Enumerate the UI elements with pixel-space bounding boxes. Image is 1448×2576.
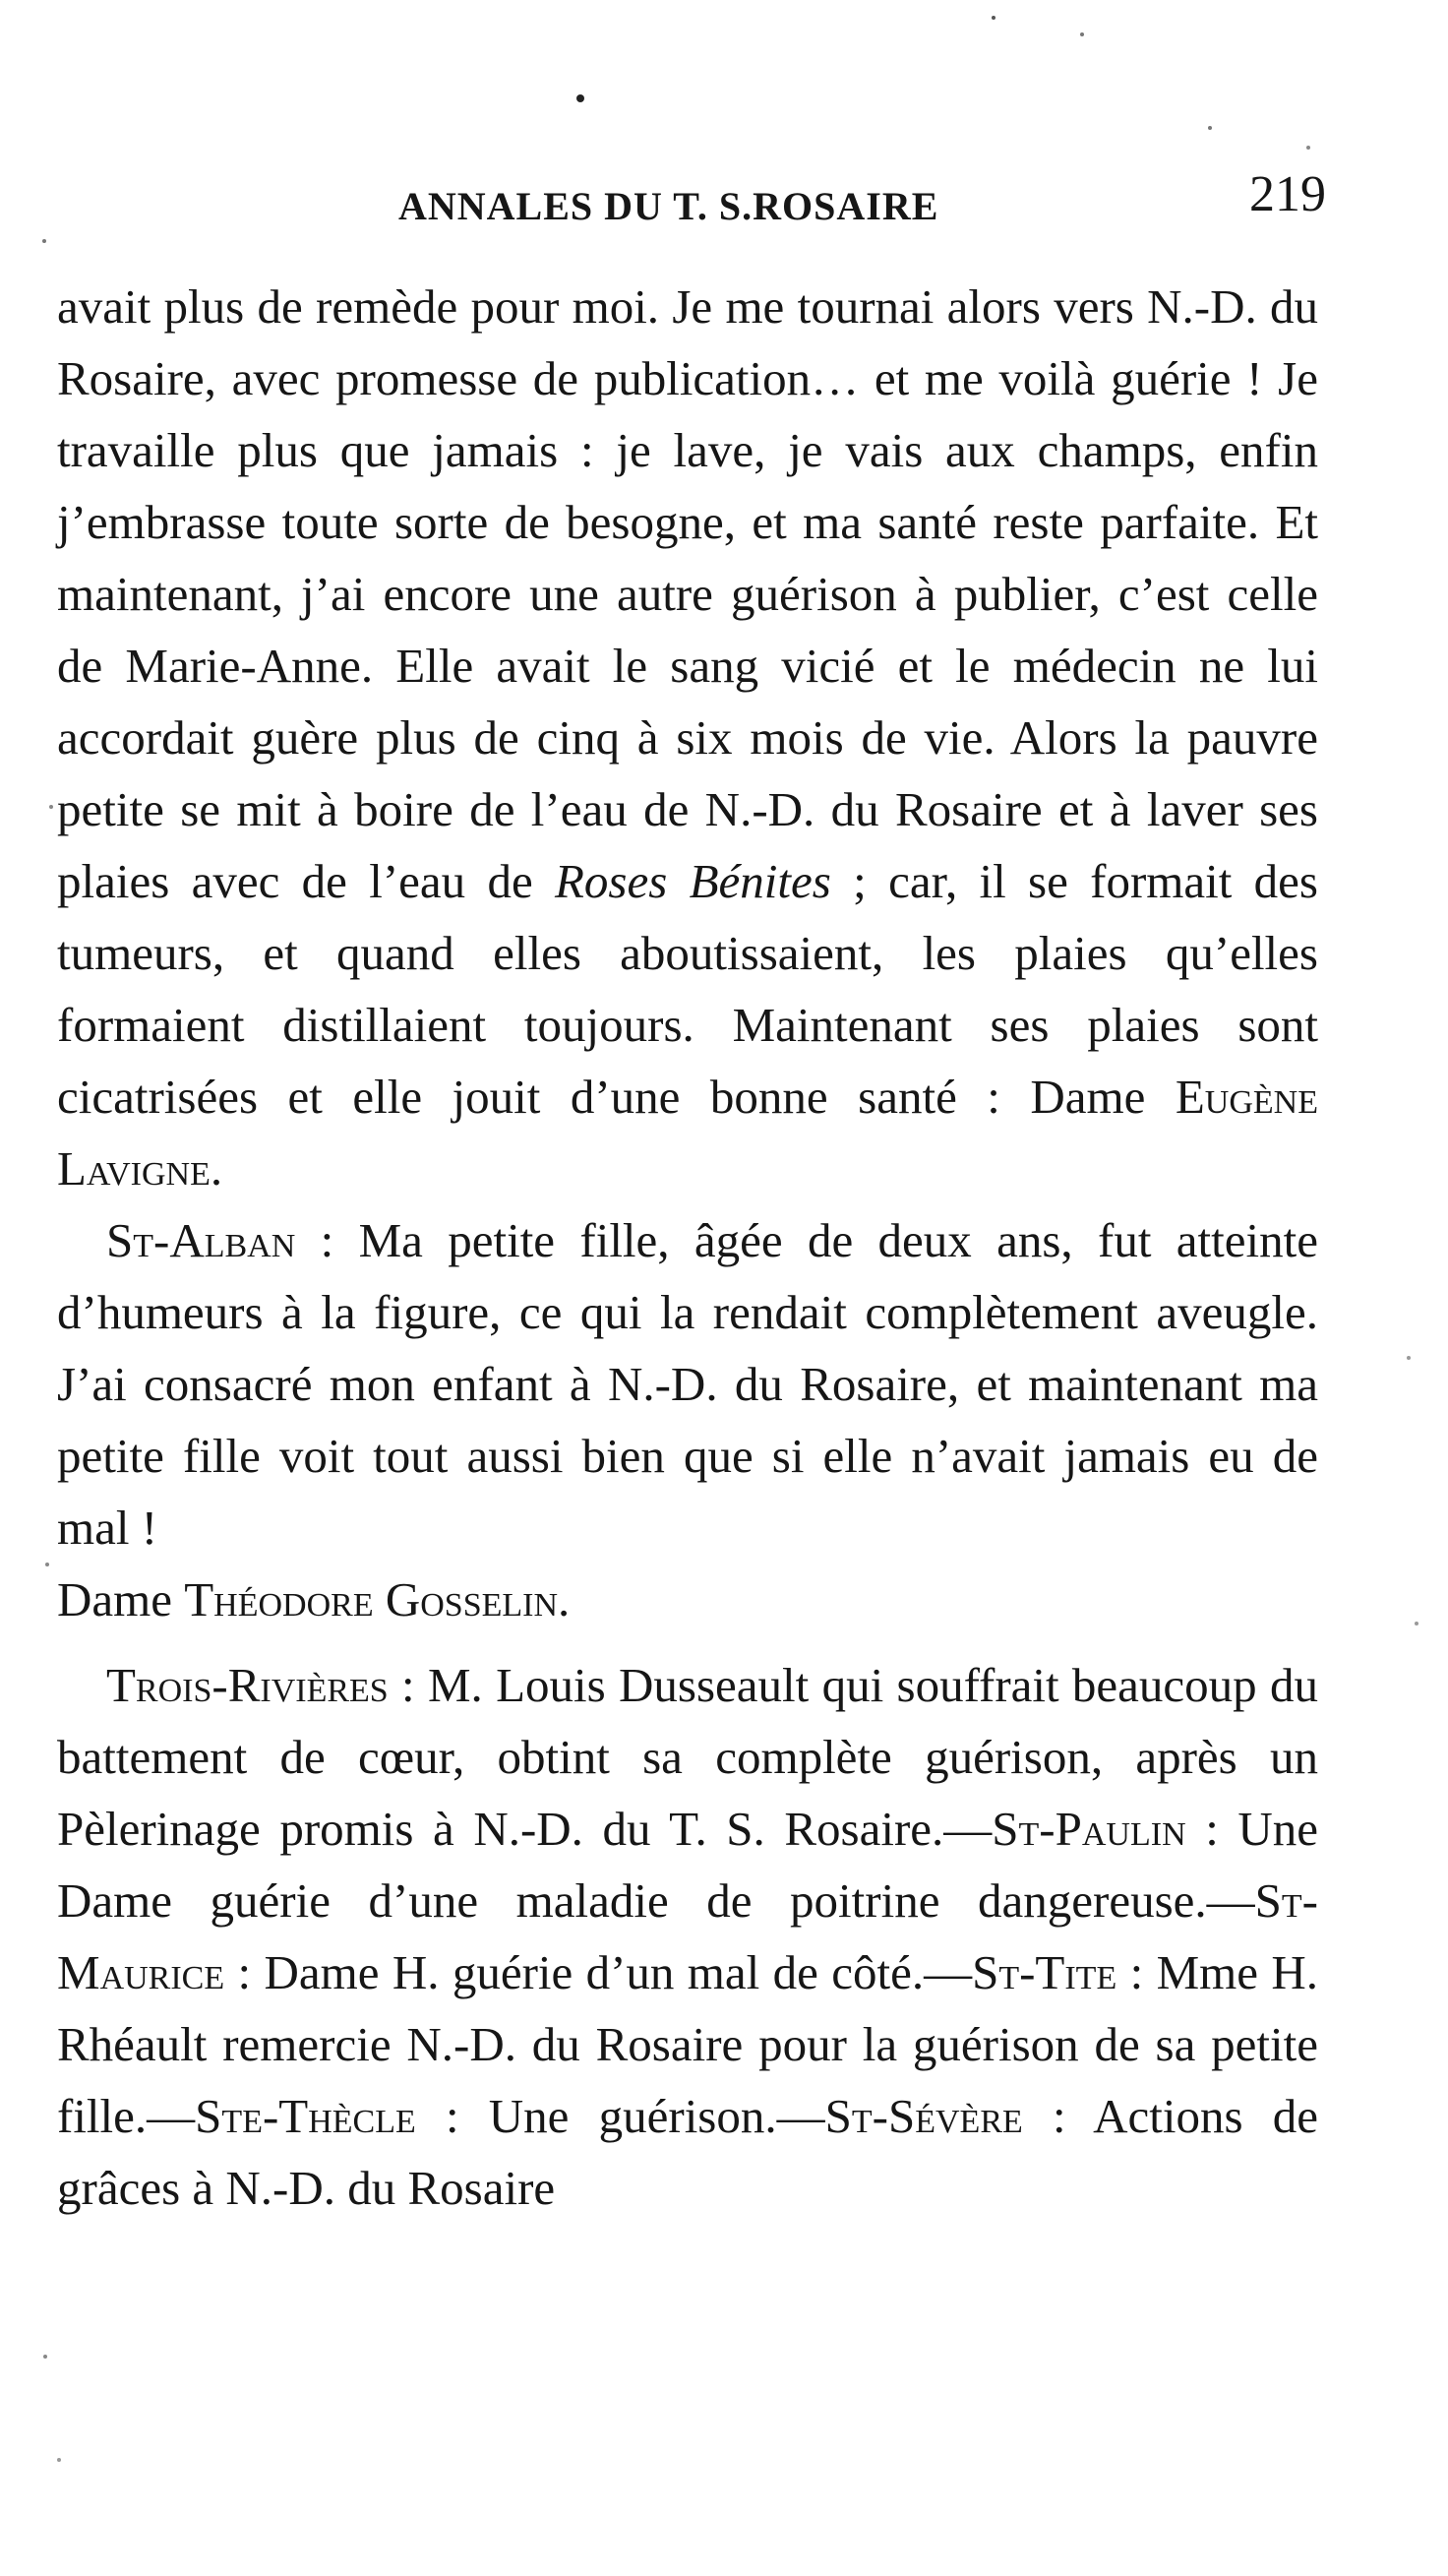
body-text (57, 271, 1318, 2224)
paragraph-text: : Une guérison.— (415, 2089, 825, 2143)
paragraph-text: Ma petite fille, âgée de deux ans, fut atteinte d’humeurs à la figure, ce qui la rendait complètement aveugle. J’ai consacré mon enfant à N.-D. du Rosaire, et maintenant ma petite fille voit tout aussi bien que si elle n’avait jamais eu de mal ! (57, 1213, 1318, 1555)
place-name: St-Alban (106, 1213, 296, 1267)
paragraph-text: ; car, il se formait des tumeurs, et quand elles aboutissaient, les plaies qu’elles formaient distillaient toujours. Maintenant ses plaies sont cicatrisées et elle jouit d’une bonne santé : Dame (57, 854, 1318, 1124)
punctuation: . (210, 1141, 223, 1196)
signature-gosselin (57, 1564, 1318, 1635)
paragraph-text: : Mme H. Rhéault remercie N.-D. du Rosaire pour la guérison de sa petite fille.— (57, 1945, 1318, 2143)
place-name: St-Tite (972, 1945, 1117, 1999)
place-name: St-Sévère (824, 2089, 1023, 2143)
running-head: ANNALES DU T. S.ROSAIRE (398, 184, 939, 228)
place-name: Ste-Thècle (195, 2089, 416, 2143)
page-header (0, 165, 1448, 234)
paragraph-trois-rivieres (57, 1649, 1318, 2224)
signature-name: Eugène Lavigne (57, 1070, 1318, 1196)
punctuation: . (558, 1572, 571, 1626)
paragraph-text: : M. Louis Dusseault qui souffrait beaucoup du battement de cœur, obtint sa complète guérison, après un Pèlerinage promis à N.-D. du T. S. Rosaire.— (57, 1658, 1318, 1856)
place-name: St-Maurice (57, 1873, 1318, 1999)
paragraph-lavigne (57, 271, 1318, 1204)
separator: : (295, 1213, 359, 1267)
italic-phrase: Roses Bénites (555, 854, 831, 908)
paragraph-text: : Une Dame guérie d’une maladie de poitrine dangereuse.— (57, 1802, 1318, 1928)
place-name: St-Paulin (992, 1802, 1186, 1856)
paragraph-text: : Actions de grâces à N.-D. du Rosaire (57, 2089, 1319, 2215)
paragraph-text: : Dame H. guérie d’un mal de côté.— (224, 1945, 973, 1999)
paragraph-st-alban (57, 1204, 1318, 1564)
paragraph-text: avait plus de remède pour moi. Je me tournai alors vers N.-D. du Rosaire, avec promesse de publication… et me voilà guérie ! Je travaille plus que jamais : je lave, je vais aux champs, enfin j’embrasse toute sorte de besogne, et ma santé reste parfaite. Et maintenant, j’ai encore une autre guérison à publier, c’est celle de Marie-Anne. Elle avait le sang vicié et le médecin ne lui accordait guère plus de cinq à six mois de vie. Alors la pauvre petite se mit à boire de l’eau de N.-D. du Rosaire et à laver ses plaies avec de l’eau de (57, 279, 1318, 908)
signature-prefix: Dame (57, 1572, 185, 1626)
signature-name: Théodore Gosselin (184, 1572, 559, 1626)
page-number: 219 (1249, 166, 1326, 222)
place-name: Trois-Rivières (106, 1658, 389, 1712)
